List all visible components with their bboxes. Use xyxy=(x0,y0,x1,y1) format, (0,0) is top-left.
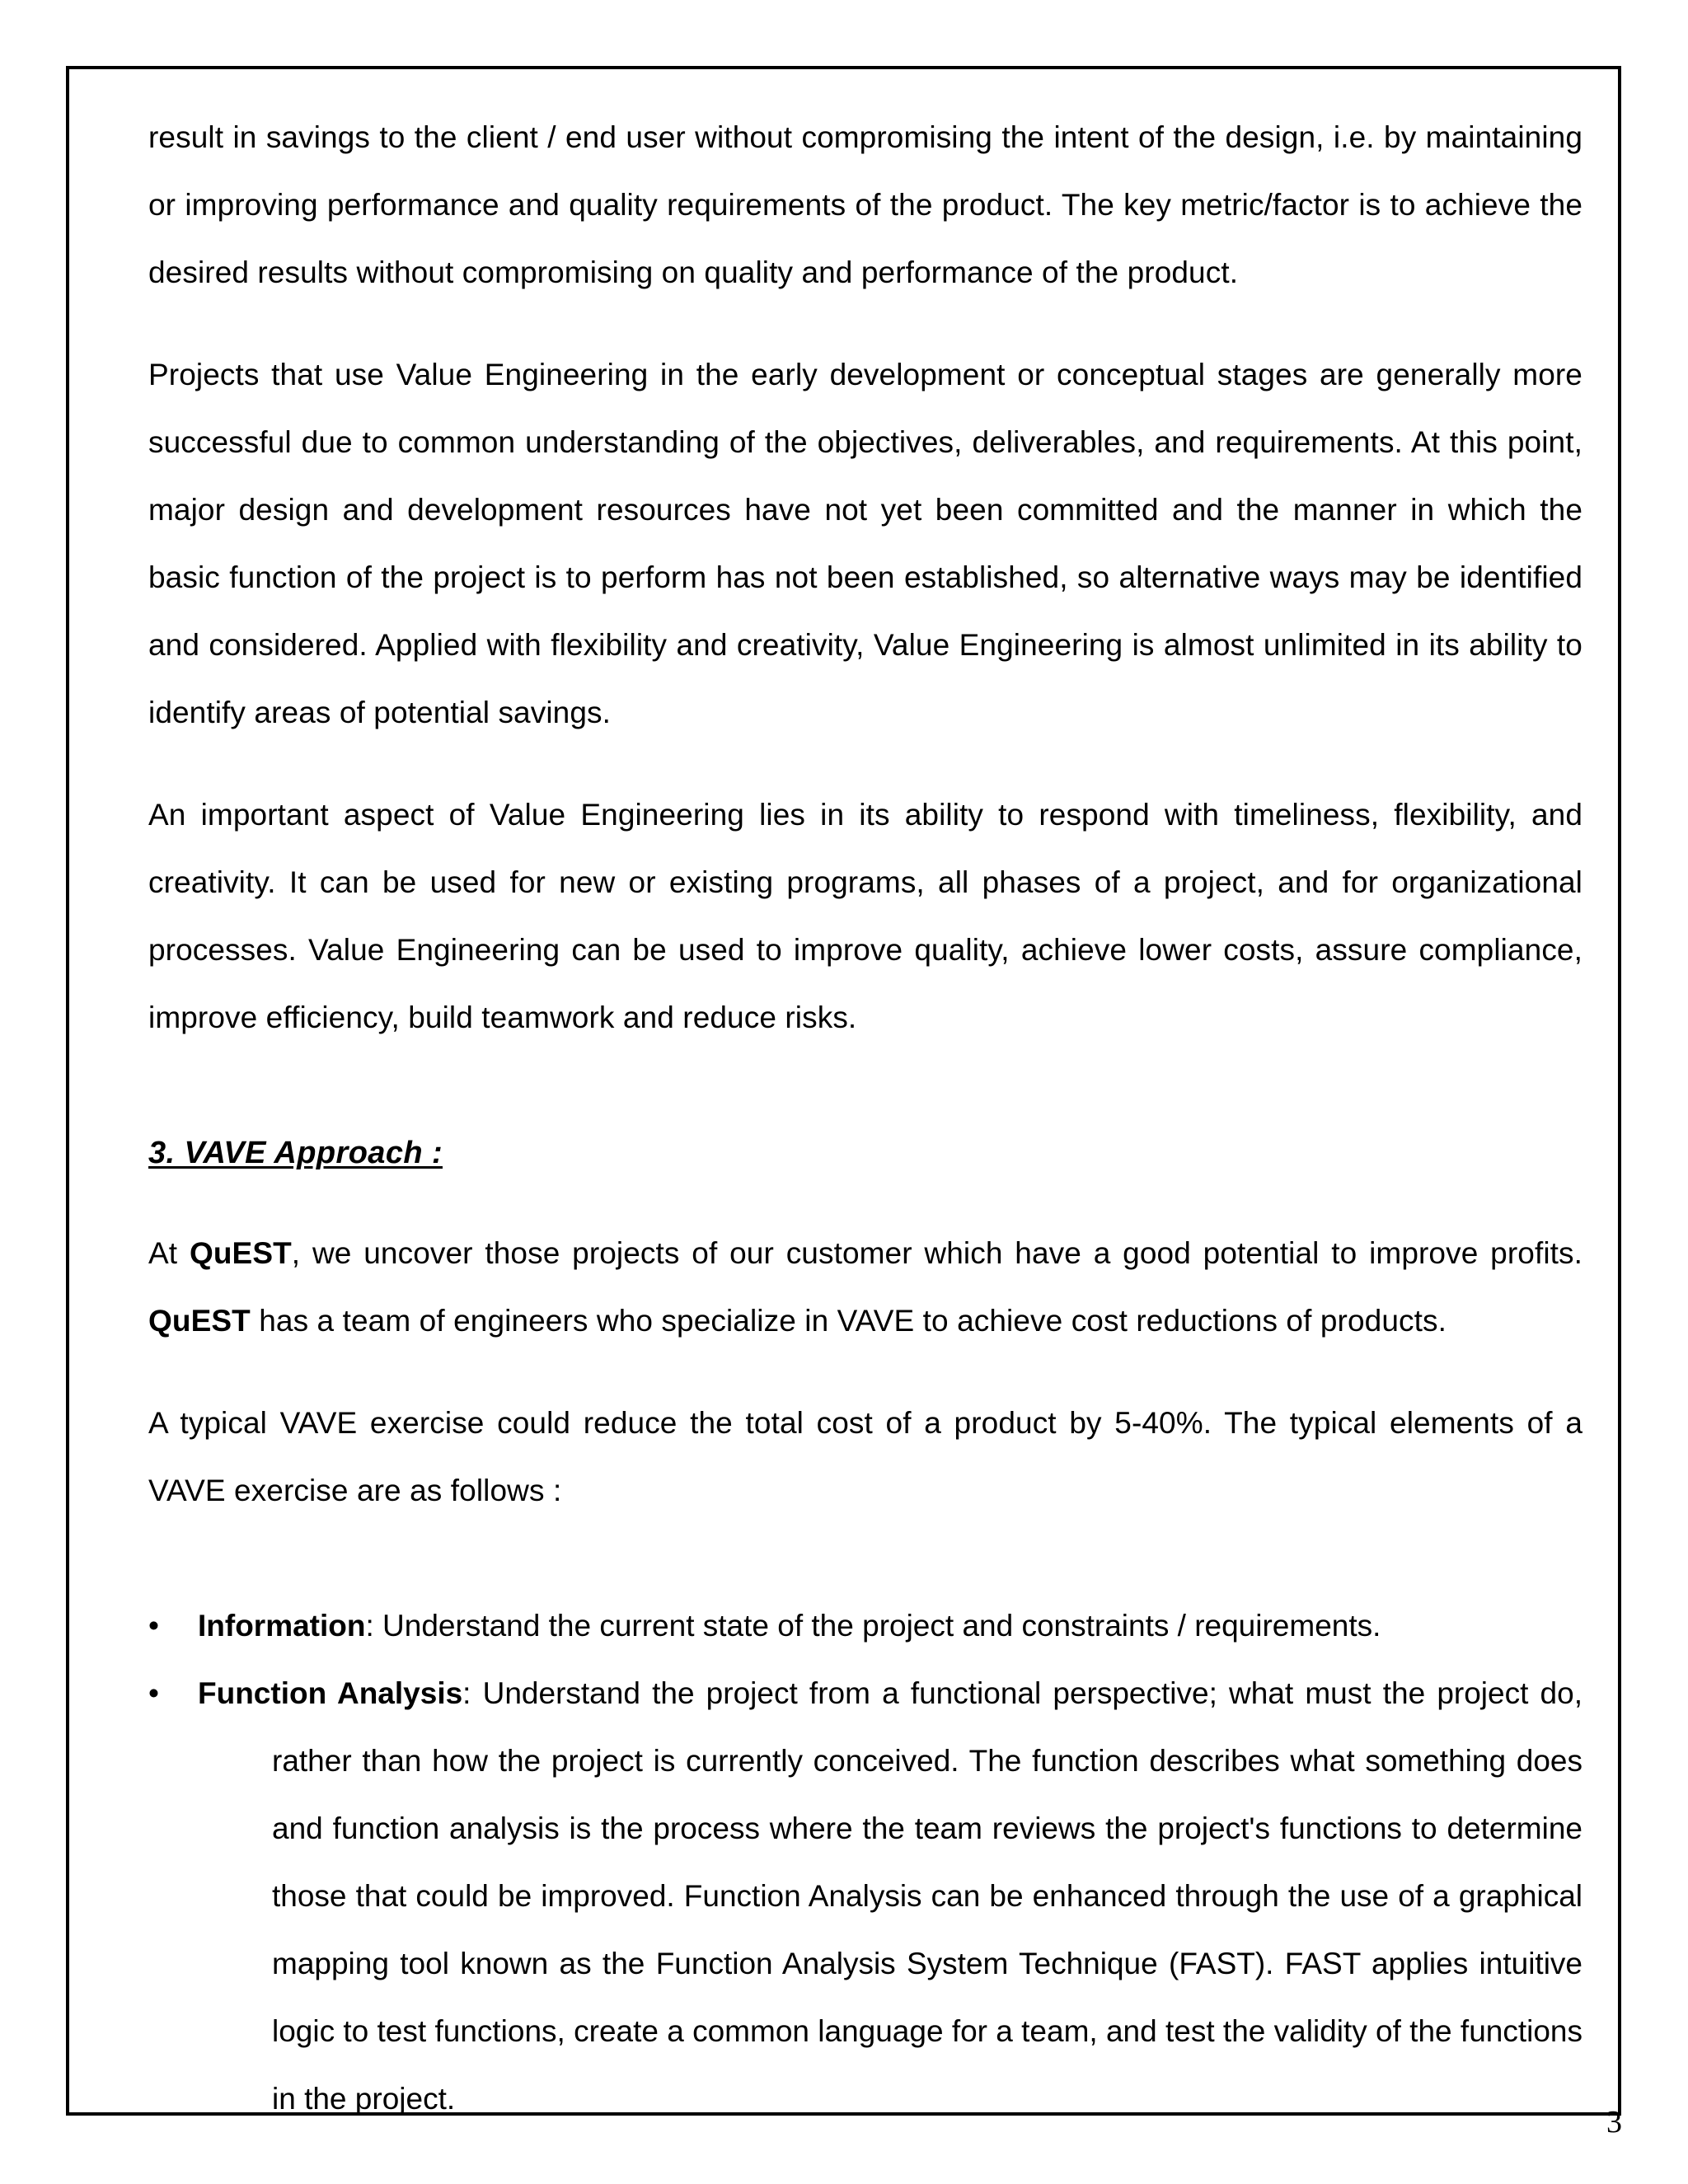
page-content xyxy=(148,104,1582,2133)
paragraph-typical-vave-exercise: A typical VAVE exercise could reduce the total cost of a product by 5-40%. The typical elements of a VAVE exercise are as follows : xyxy=(148,1406,1582,1507)
list-item-description: Understand the project from a functional perspective; what must the project do, rather than how the project is currently conceived. The function describes what something does and function analysis is the process where the team reviews the project's functions to determine those that could be improved. Function Analysis can be enhanced through the use of a graphical mapping tool known as the Function Analysis System Technique (FAST). FAST applies intuitive logic to test functions, create a common language for a team, and test the validity of the functions in the project. xyxy=(272,1676,1582,2116)
list-item-information xyxy=(148,1592,1582,1660)
bullet-marker-icon: • xyxy=(148,1609,159,1643)
quest-lead-text: At xyxy=(148,1236,190,1270)
page-number: 3 xyxy=(1606,2105,1622,2139)
paragraph-quest-team xyxy=(148,1220,1582,1355)
paragraph-savings-intent: result in savings to the client / end user without compromising the intent of the design, i.e. by maintaining or improving performance and quality requirements of the product. The key metric/factor is to achieve the desired results without compromising on quality and performance of the product. xyxy=(148,120,1582,289)
bullet-marker-icon: • xyxy=(148,1676,159,1710)
list-item-description: Understand the current state of the project and constraints / requirements. xyxy=(382,1609,1381,1643)
list-item-separator: : xyxy=(462,1676,483,1710)
paragraph-important-aspect: An important aspect of Value Engineering lies in its ability to respond with timeliness, flexibility, and creativity. It can be used for new or existing programs, all phases of a project, and for organizational processes. Value Engineering can be used to improve quality, achieve lower costs, assure compliance, improve efficiency, build teamwork and reduce risks. xyxy=(148,798,1582,1034)
vave-elements-list xyxy=(148,1592,1582,2133)
quest-mid-text: , we uncover those projects of our customer which have a good potential to improve profits. xyxy=(291,1236,1583,1270)
paragraph-early-development: Projects that use Value Engineering in the early development or conceptual stages are generally more successful due to common understanding of the objectives, deliverables, and requirements. At this point, major design and development resources have not yet been committed and the manner in which the basic function of the project is to perform has not been established, so alternative ways may be identified and considered. Applied with flexibility and creativity, Value Engineering is almost unlimited in its ability to identify areas of potential savings. xyxy=(148,358,1582,729)
quest-tail-text: has a team of engineers who specialize in VAVE to achieve cost reductions of products. xyxy=(250,1304,1447,1338)
section-heading-vave-approach: 3. VAVE Approach : xyxy=(148,1136,443,1170)
list-item-separator: : xyxy=(365,1609,383,1643)
spacer-before-list xyxy=(148,1559,1582,1592)
brand-quest-second: QuEST xyxy=(148,1304,251,1338)
brand-quest-first: QuEST xyxy=(189,1236,292,1270)
spacer-before-heading xyxy=(148,1086,1582,1119)
spacer-after-heading xyxy=(148,1187,1582,1220)
list-item-term: Information xyxy=(198,1609,366,1643)
list-item-function-analysis xyxy=(148,1660,1582,2133)
list-item-term: Function Analysis xyxy=(198,1676,463,1710)
